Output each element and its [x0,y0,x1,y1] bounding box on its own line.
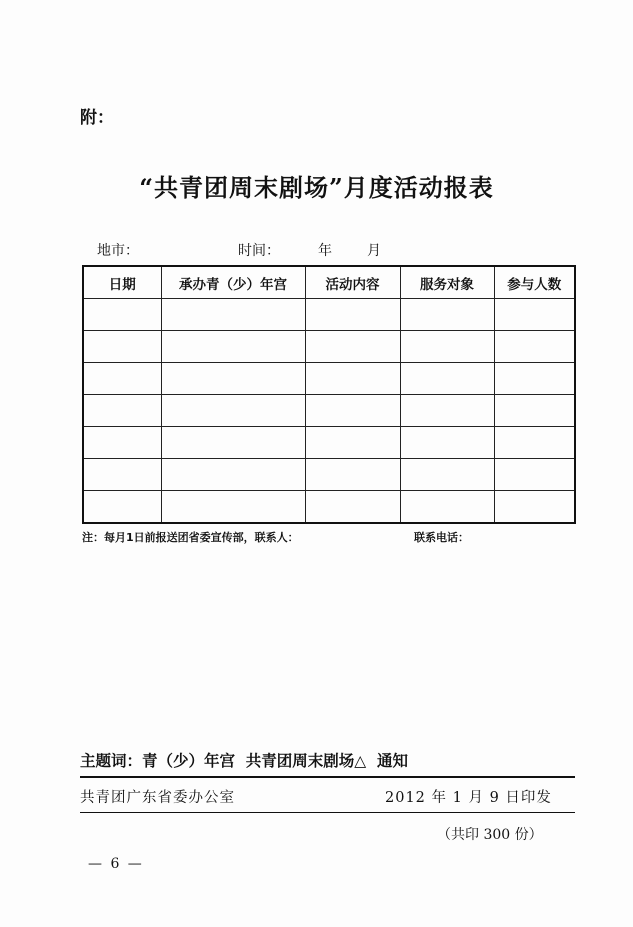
table-cell [83,491,161,524]
table-cell [305,491,400,524]
table-cell [305,427,400,459]
header-activity-content: 活动内容 [305,266,400,299]
table-cell [161,491,305,524]
table-cell [400,491,494,524]
activity-report-table [82,265,576,524]
note-contact-phone: 联系电话： [414,531,469,544]
table-cell [161,395,305,427]
table-cell [494,395,575,427]
table-cell [494,363,575,395]
print-copies: （共印 300 份） [437,827,543,843]
table-header-row [83,266,575,299]
table-cell [400,395,494,427]
table-cell [83,363,161,395]
table-cell [83,427,161,459]
table-row [83,299,575,331]
header-date: 日期 [83,266,161,299]
table-cell [494,331,575,363]
table-cell [83,459,161,491]
table-row [83,491,575,524]
page-number: — 6 — [88,856,144,872]
divider-bottom [80,812,575,813]
time-label: 时间： [238,243,280,259]
table-row [83,331,575,363]
table-cell [494,491,575,524]
table-cell [400,363,494,395]
header-host-palace: 承办青（少）年宫 [161,266,305,299]
table-cell [305,363,400,395]
attachment-label: 附： [80,108,114,128]
table-cell [161,363,305,395]
table-cell [83,395,161,427]
table-cell [83,331,161,363]
table-cell [400,459,494,491]
table-row [83,363,575,395]
header-participants: 参与人数 [494,266,575,299]
table-cell [494,427,575,459]
table-cell [161,459,305,491]
issuing-office: 共青团广东省委办公室 [80,790,235,806]
table-cell [305,459,400,491]
table-row [83,395,575,427]
table-cell [83,299,161,331]
note-contact-person: 注：每月1日前报送团省委宣传部，联系人： [82,531,299,544]
table-cell [305,395,400,427]
table-row [83,427,575,459]
table-cell [161,427,305,459]
table-cell [161,331,305,363]
divider-top [80,776,575,778]
table-cell [494,299,575,331]
table-row [83,459,575,491]
subject-keywords: 主题词：青（少）年宫 共青团周末剧场△ 通知 [80,752,409,770]
table-cell [161,299,305,331]
report-title: “共青团周末剧场”月度活动报表 [139,173,494,202]
issue-date: 2012 年 1 月 9 日印发 [385,790,552,806]
table-cell [400,331,494,363]
table-cell [400,299,494,331]
year-label: 年 [318,243,332,259]
table-cell [400,427,494,459]
header-audience: 服务对象 [400,266,494,299]
city-label: 地市： [97,243,139,259]
table-cell [494,459,575,491]
month-label: 月 [367,243,381,259]
table-body [83,299,575,524]
table-cell [305,331,400,363]
table-cell [305,299,400,331]
